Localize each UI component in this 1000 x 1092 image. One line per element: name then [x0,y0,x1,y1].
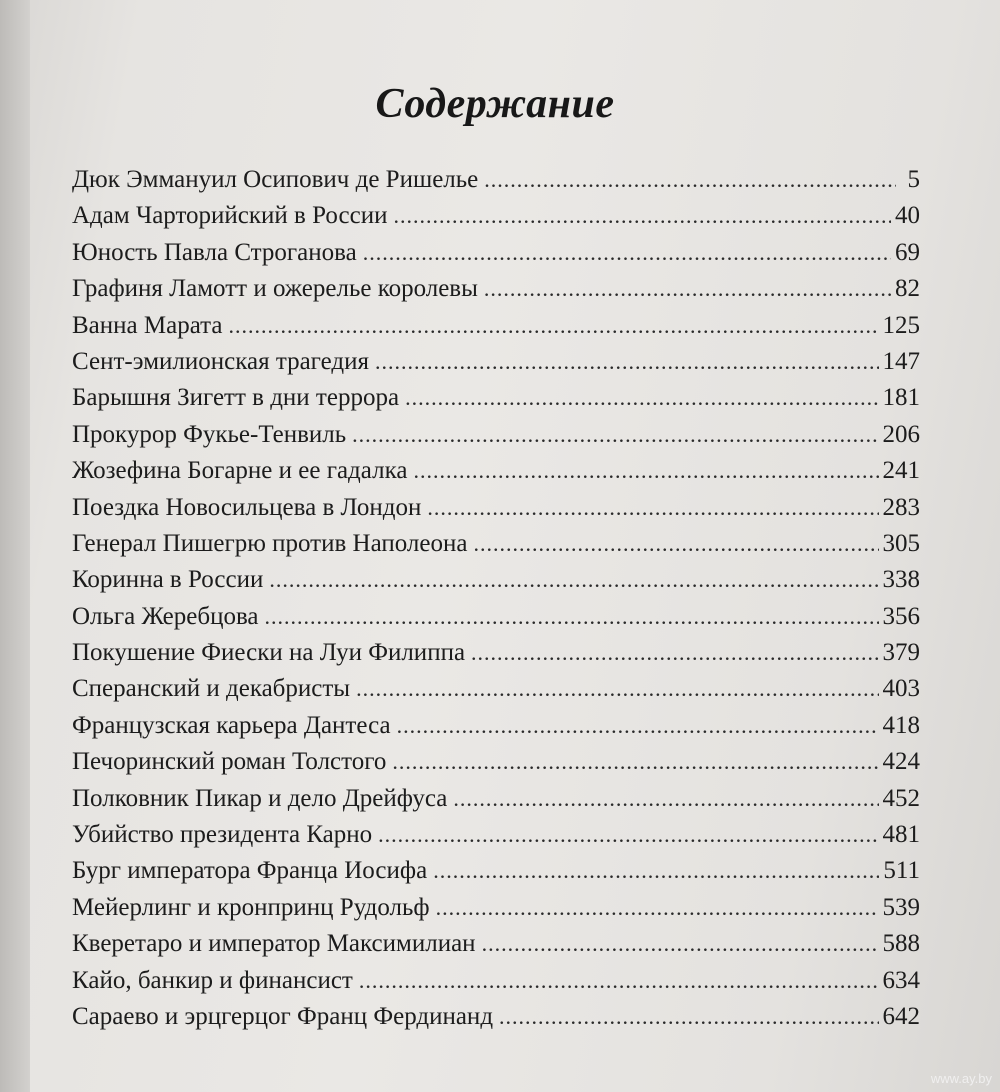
entry-title: Бург императора Франца Иосифа [72,857,428,885]
entry-title: Коринна в России [72,566,264,594]
entry-page-number: 241 [882,457,920,485]
entry-page-number: 82 [895,275,920,303]
dot-leader [265,599,879,635]
toc-entry [72,890,920,926]
entry-title: Ванна Марата [72,311,223,339]
entry-page-number: 125 [882,311,920,339]
toc-entry [72,671,920,707]
dot-leader [228,308,878,344]
entry-page-number: 511 [883,857,920,885]
entry-title: Покушение Фиески на Луи Филиппа [72,639,466,667]
entry-page-number: 181 [882,384,920,412]
entry-title: Полковник Пикар и дело Дрейфуса [72,784,448,812]
entry-title: Убийство президента Карно [72,821,373,849]
table-of-contents [72,162,920,1035]
dot-leader [397,708,879,744]
dot-leader [484,162,896,198]
entry-page-number: 452 [882,784,920,812]
entry-title: Французская карьера Дантеса [72,711,391,739]
toc-entry [72,417,920,453]
entry-page-number: 588 [882,930,920,958]
toc-entry [72,526,920,562]
entry-page-number: 356 [882,602,920,630]
dot-leader [453,781,878,817]
entry-title: Ольга Жеребцова [72,602,259,630]
entry-title: Поездка Новосильцева в Лондон [72,493,422,521]
toc-entry [72,308,920,344]
toc-entry [72,926,920,962]
entry-title: Адам Чарторийский в России [72,202,388,230]
dot-leader [359,963,879,999]
entry-page-number: 283 [882,493,920,521]
toc-entry [72,490,920,526]
site-watermark: www.ay.by [930,1071,992,1086]
entry-page-number: 338 [882,566,920,594]
toc-entry [72,744,920,780]
toc-entry [72,380,920,416]
entry-page-number: 539 [882,893,920,921]
toc-entry [72,198,920,234]
entry-page-number: 305 [882,529,920,557]
entry-title: Юность Павла Строганова [72,238,357,266]
entry-title: Сараево и эрцгерцог Франц Фердинанд [72,1002,494,1030]
dot-leader [427,490,878,526]
dot-leader [378,817,878,853]
entry-page-number: 642 [882,1002,920,1030]
entry-title: Генерал Пишегрю против Наполеона [72,529,468,557]
toc-entry [72,781,920,817]
toc-entry [72,708,920,744]
entry-page-number: 5 [907,166,920,193]
dot-leader [473,526,878,562]
toc-entry [72,817,920,853]
entry-title: Графиня Ламотт и ожерелье королевы [72,275,478,303]
entry-title: Сент-эмилионская трагедия [72,347,369,375]
toc-entry [72,562,920,598]
toc-entry [72,344,920,380]
entry-page-number: 481 [882,821,920,849]
entry-title: Жозефина Богарне и ее гадалка [72,457,408,485]
entry-page-number: 418 [882,711,920,739]
toc-entry [72,999,920,1035]
entry-title: Барышня Зигетт в дни террора [72,384,400,412]
entry-page-number: 206 [882,420,920,448]
entry-title: Дюк Эммануил Осипович де Ришелье [72,166,479,193]
entry-page-number: 634 [882,966,920,994]
dot-leader [436,890,879,926]
toc-entry [72,453,920,489]
dot-leader [352,417,878,453]
entry-page-number: 424 [882,748,920,776]
dot-leader [375,344,879,380]
toc-entry [72,162,920,198]
dot-leader [363,235,891,271]
dot-leader [413,453,878,489]
dot-leader [356,671,878,707]
entry-page-number: 40 [895,202,920,230]
entry-page-number: 69 [895,238,920,266]
dot-leader [471,635,878,671]
entry-page-number: 379 [882,639,920,667]
dot-leader [392,744,878,780]
entry-title: Прокурор Фукье-Тенвиль [72,420,347,448]
entry-title: Мейерлинг и кронпринц Рудольф [72,893,430,921]
dot-leader [484,271,891,307]
entry-title: Печоринский роман Толстого [72,748,387,776]
dot-leader [269,562,878,598]
toc-entry [72,599,920,635]
dot-leader [405,380,878,416]
entry-title: Кверетаро и император Максимилиан [72,930,476,958]
entry-title: Кайо, банкир и финансист [72,966,353,994]
toc-entry [72,963,920,999]
entry-page-number: 147 [882,347,920,375]
dot-leader [482,926,879,962]
dot-leader [393,198,891,234]
dot-leader [499,999,878,1035]
dot-leader [433,853,879,889]
entry-page-number: 403 [882,675,920,703]
toc-entry [72,853,920,889]
toc-entry [72,235,920,271]
entry-title: Сперанский и декабристы [72,675,351,703]
toc-entry [72,271,920,307]
toc-entry [72,635,920,671]
page-title: Содержание [375,81,615,127]
